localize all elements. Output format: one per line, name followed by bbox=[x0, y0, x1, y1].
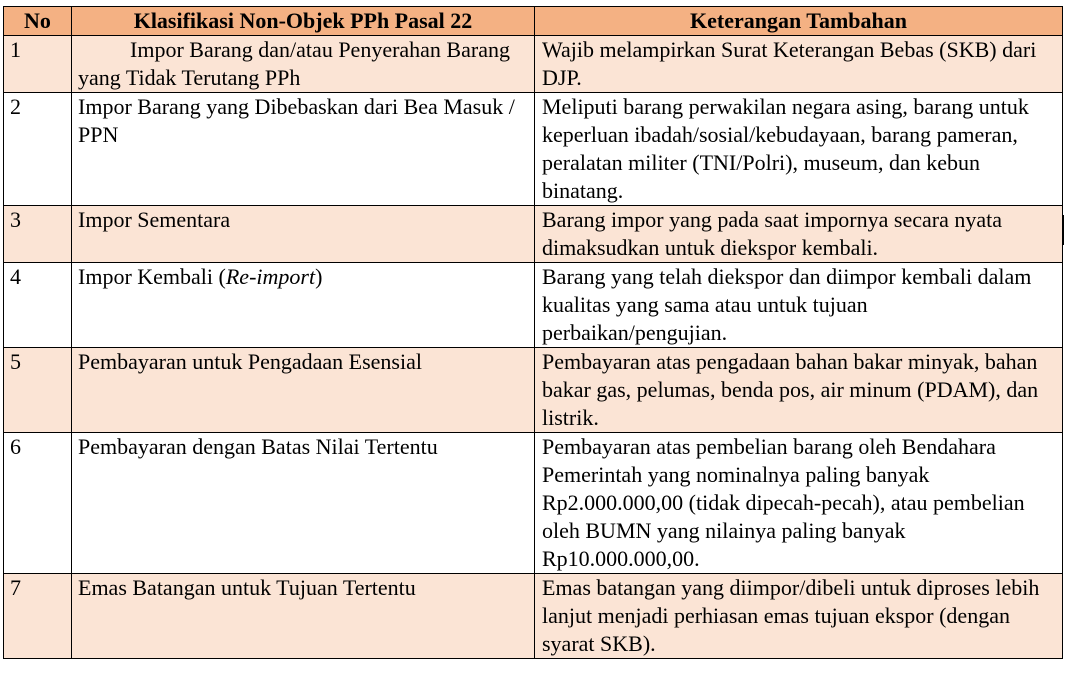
row-klasifikasi-main: Impor Kembali ( bbox=[78, 264, 226, 289]
row-klasifikasi-tail: ) bbox=[315, 264, 323, 289]
table-row bbox=[4, 263, 1063, 348]
row-klasifikasi-text: Impor Barang dan/atau Penyerahan Barang yang Tidak Terutang PPh bbox=[78, 37, 510, 90]
row-keterangan: Emas batangan yang diimpor/dibeli untuk diproses lebih lanjut menjadi perhiasan emas tujuan ekspor (dengan syarat SKB). bbox=[535, 574, 1063, 659]
table-row bbox=[4, 93, 1063, 206]
row-klasifikasi: Impor Sementara bbox=[72, 206, 535, 263]
table-row bbox=[4, 348, 1063, 433]
row-no: 7 bbox=[4, 574, 72, 659]
row-keterangan: Barang impor yang pada saat impornya secara nyata dimaksudkan untuk diekspor kembali. bbox=[535, 206, 1063, 263]
row-no: 5 bbox=[4, 348, 72, 433]
table-row bbox=[4, 433, 1063, 574]
row-klasifikasi bbox=[72, 36, 535, 93]
header-row bbox=[4, 7, 1063, 36]
row-keterangan: Meliputi barang perwakilan negara asing, barang untuk keperluan ibadah/sosial/kebudayaan, barang pameran, peralatan militer (TNI/Polri), museum, dan kebun binatang. bbox=[535, 93, 1063, 206]
row-no: 1 bbox=[4, 36, 72, 93]
row-no: 3 bbox=[4, 206, 72, 263]
header-no: No bbox=[4, 7, 72, 36]
row-no: 2 bbox=[4, 93, 72, 206]
row-no: 4 bbox=[4, 263, 72, 348]
row-klasifikasi: Pembayaran dengan Batas Nilai Tertentu bbox=[72, 433, 535, 574]
table-header bbox=[4, 7, 1063, 36]
row-klasifikasi bbox=[72, 263, 535, 348]
row-klasifikasi: Impor Barang yang Dibebaskan dari Bea Masuk / PPN bbox=[72, 93, 535, 206]
page-edge-mark bbox=[1062, 215, 1064, 245]
row-klasifikasi: Emas Batangan untuk Tujuan Tertentu bbox=[72, 574, 535, 659]
row-keterangan: Barang yang telah diekspor dan diimpor kembali dalam kualitas yang sama atau untuk tujuan perbaikan/pengujian. bbox=[535, 263, 1063, 348]
table-body bbox=[4, 36, 1063, 659]
row-keterangan: Pembayaran atas pembelian barang oleh Bendahara Pemerintah yang nominalnya paling banyak Rp2.000.000,00 (tidak dipecah-pecah), atau pembelian oleh BUMN yang nilainya paling banyak Rp10.000.000,00. bbox=[535, 433, 1063, 574]
row-klasifikasi-italic: Re-import bbox=[225, 264, 316, 289]
table-row bbox=[4, 36, 1063, 93]
row-keterangan: Wajib melampirkan Surat Keterangan Bebas (SKB) dari DJP. bbox=[535, 36, 1063, 93]
table-row bbox=[4, 574, 1063, 659]
table-row bbox=[4, 206, 1063, 263]
header-klasifikasi: Klasifikasi Non-Objek PPh Pasal 22 bbox=[72, 7, 535, 36]
header-keterangan: Keterangan Tambahan bbox=[535, 7, 1063, 36]
row-klasifikasi: Pembayaran untuk Pengadaan Esensial bbox=[72, 348, 535, 433]
row-no: 6 bbox=[4, 433, 72, 574]
pph22-non-object-table bbox=[3, 6, 1063, 659]
row-keterangan: Pembayaran atas pengadaan bahan bakar minyak, bahan bakar gas, pelumas, benda pos, air minum (PDAM), dan listrik. bbox=[535, 348, 1063, 433]
